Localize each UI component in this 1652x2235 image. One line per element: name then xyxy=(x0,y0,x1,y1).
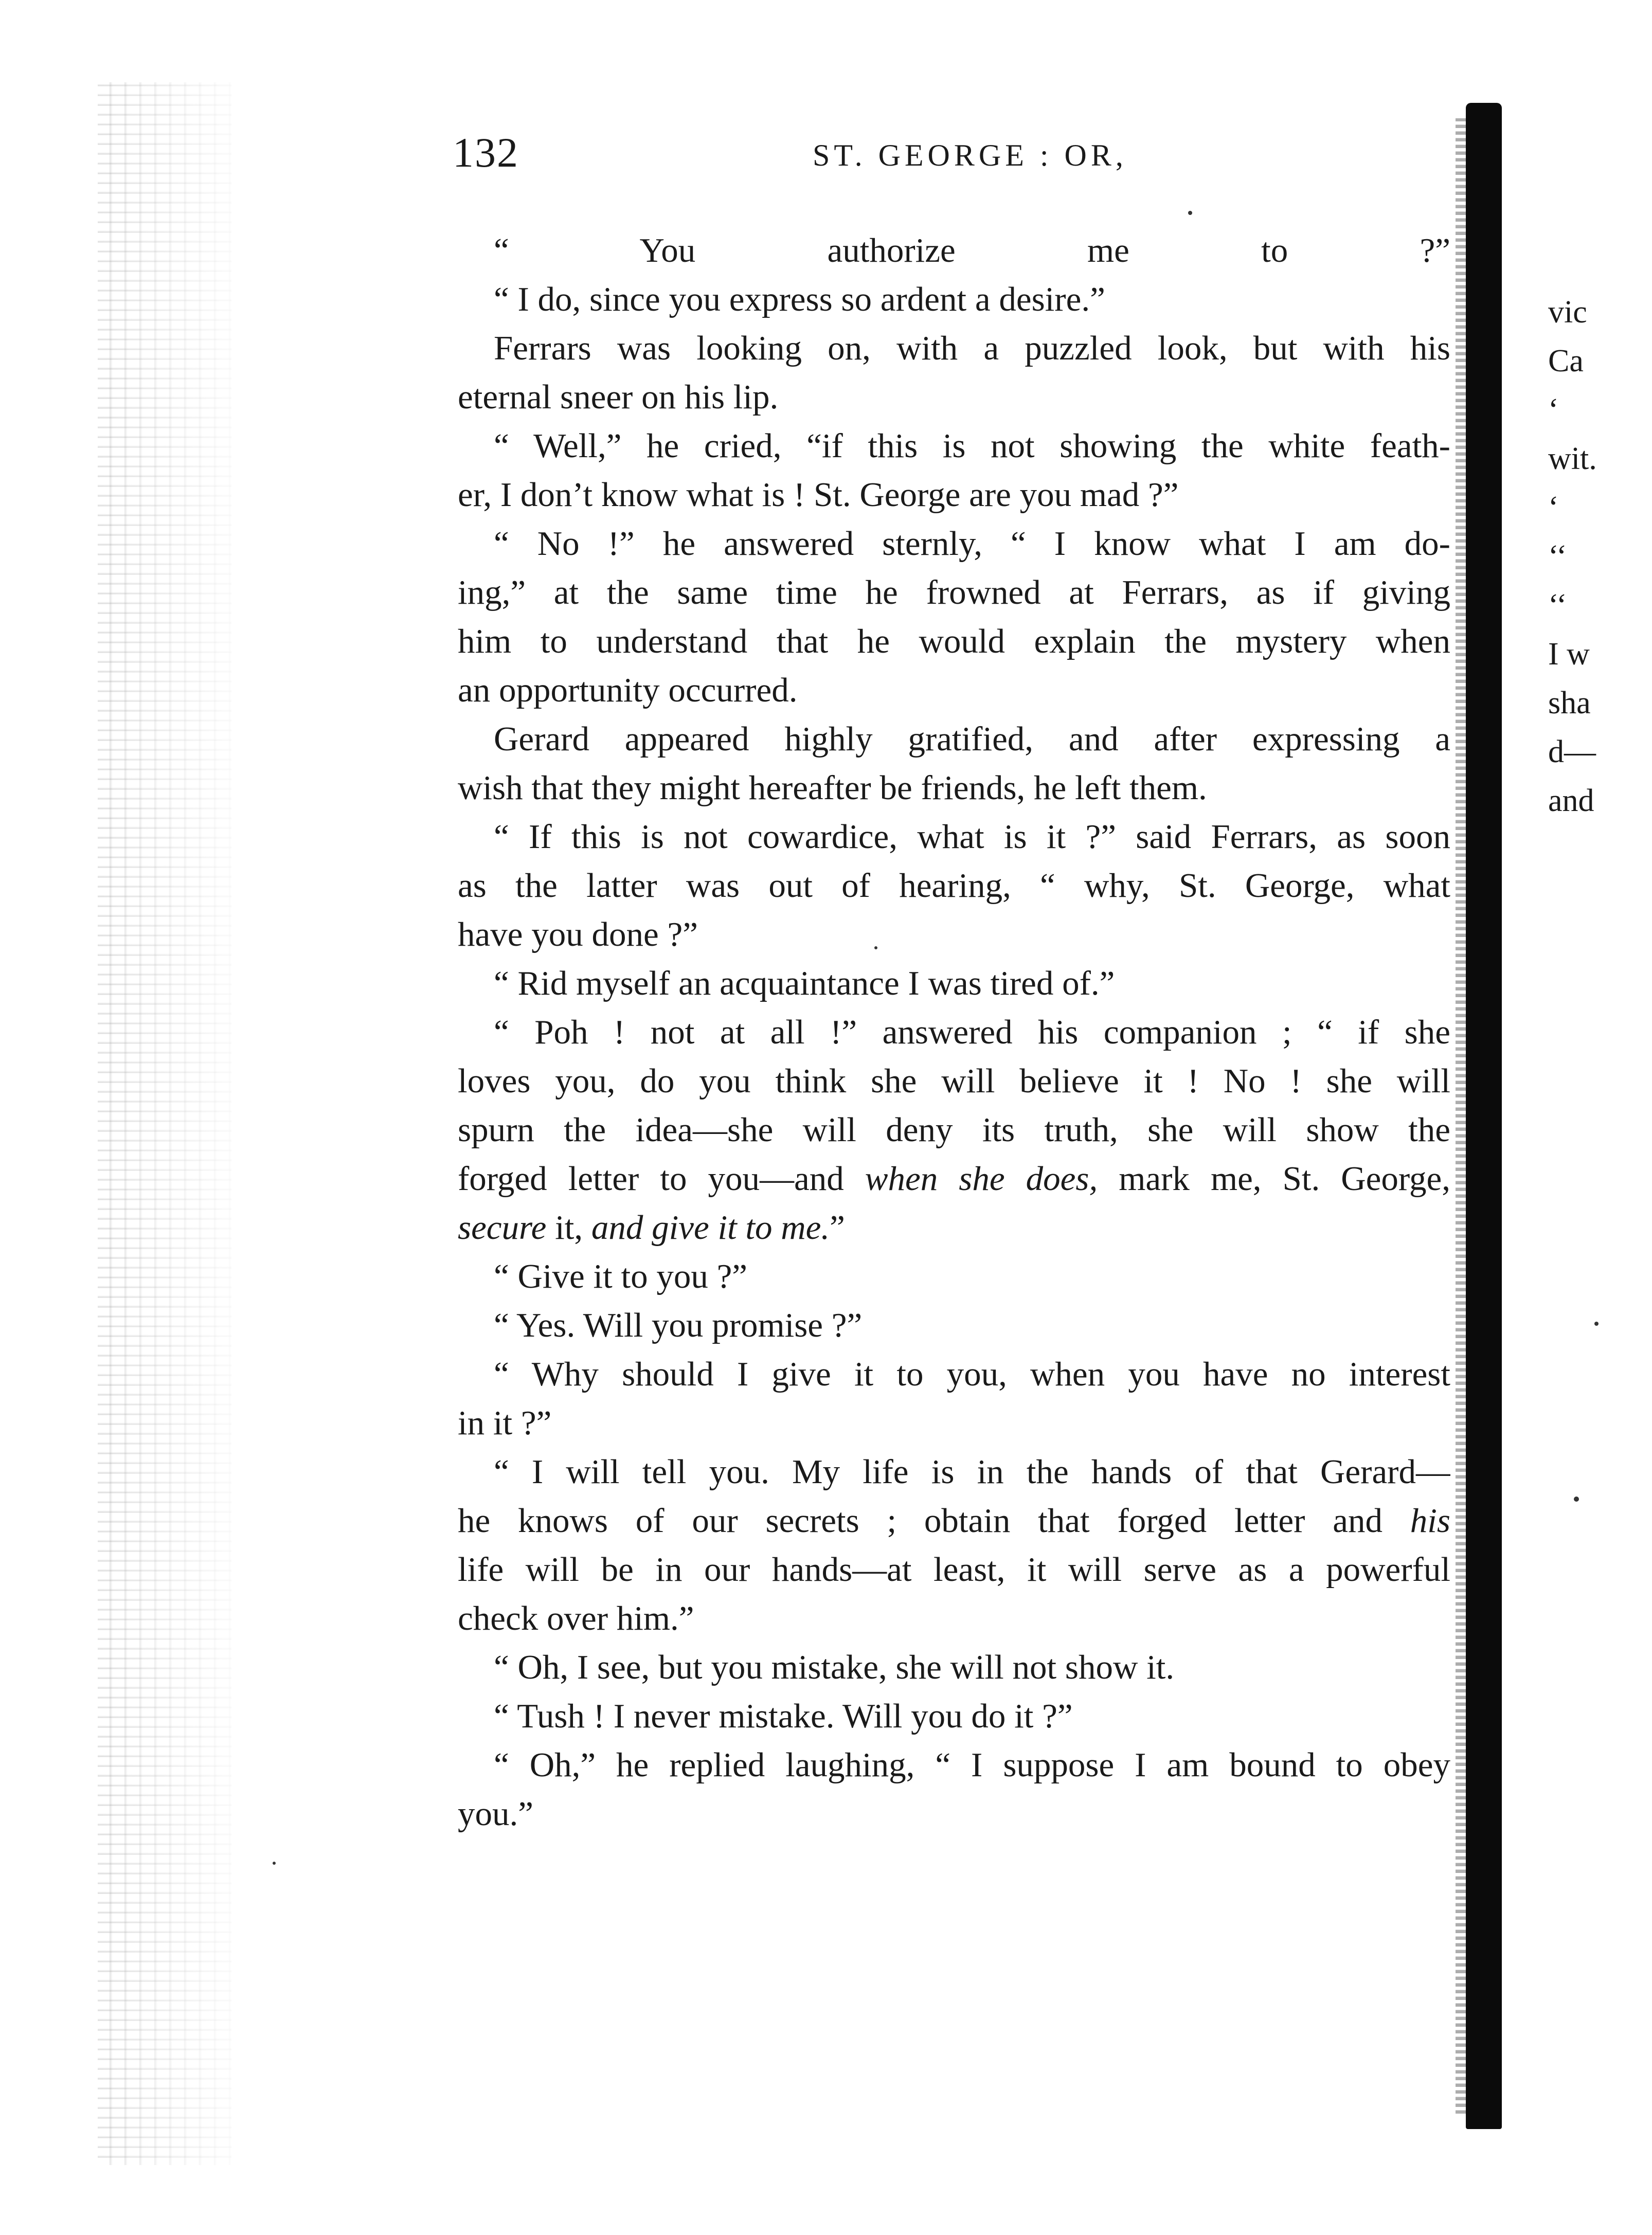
facing-fragment: ‘ xyxy=(1548,392,1559,427)
text-line: Ferrars was looking on, with a puzzled look, but with his xyxy=(494,329,1450,367)
text-line: ing,” at the same time he frowned at Ferrars, as if giving xyxy=(458,573,1450,611)
text-line: forged letter to you—and when she does, mark me, St. George, xyxy=(458,1160,1450,1198)
italic-text: and give it to me. xyxy=(583,1209,830,1247)
facing-fragment: ‘ xyxy=(1548,490,1559,525)
text-line: have you done ?” xyxy=(458,915,698,953)
facing-fragment: d— xyxy=(1548,734,1596,769)
text-line: in it ?” xyxy=(458,1404,552,1442)
facing-fragment: ‘‘ xyxy=(1548,539,1567,574)
text-line: loves you, do you think she will believe it ! No ! she will xyxy=(458,1062,1450,1100)
binding-scan-noise xyxy=(98,82,231,2165)
text-line: you.” xyxy=(458,1795,533,1833)
facing-fragment: Ca xyxy=(1548,344,1584,378)
italic-text: secure xyxy=(458,1209,547,1247)
text-line: spurn the idea—she will deny its truth, she will show the xyxy=(458,1111,1450,1149)
text-line: “ Yes. Will you promise ?” xyxy=(494,1306,863,1344)
running-head xyxy=(453,129,1461,190)
text-body xyxy=(458,226,1450,1839)
text-line: he knows of our secrets ; obtain that forged letter and his xyxy=(458,1502,1450,1540)
text-line: an opportunity occurred. xyxy=(458,671,798,709)
text-line: eternal sneer on his lip. xyxy=(458,378,779,416)
text-line: life will be in our hands—at least, it will serve as a powerful xyxy=(458,1551,1450,1589)
text-line: “ Oh, I see, but you mistake, she will not show it. xyxy=(494,1648,1175,1686)
text-line: “ If this is not cowardice, what is it ?” said Ferrars, as soon xyxy=(494,818,1450,856)
facing-fragment: ‘‘ xyxy=(1548,588,1567,623)
running-title: ST. GEORGE : OR, xyxy=(813,138,1127,172)
scan-speck xyxy=(1188,211,1192,215)
text-line: “ I do, since you express so ardent a desire.” xyxy=(494,280,1105,318)
text-line: check over him.” xyxy=(458,1599,694,1637)
text-line: “ Give it to you ?” xyxy=(494,1257,748,1295)
text-line: secure it, and give it to me.” xyxy=(458,1209,845,1247)
text-line: “ I will tell you. My life is in the hands of that Gerard— xyxy=(494,1453,1450,1491)
text-line: “ Why should I give it to you, when you have no interest xyxy=(494,1355,1450,1393)
italic-text: his xyxy=(1382,1502,1450,1540)
text-line: wish that they might hereafter be friends, he left them. xyxy=(458,769,1207,807)
text-line: “ Poh ! not at all !” answered his companion ; “ if she xyxy=(494,1013,1450,1051)
facing-fragment: vic xyxy=(1548,295,1587,330)
text-line: “ Well,” he cried, “if this is not showing the white feath- xyxy=(494,427,1450,465)
scan-speck xyxy=(273,1862,276,1865)
text-line: er, I don’t know what is ! St. George are you mad ?” xyxy=(458,476,1179,514)
text-line: “ Oh,” he replied laughing, “ I suppose I am bound to obey xyxy=(494,1746,1450,1784)
scan-speck xyxy=(874,946,877,949)
facing-page-fragments xyxy=(1548,288,1651,825)
facing-fragment: sha xyxy=(1548,686,1591,720)
facing-fragment: and xyxy=(1548,783,1594,818)
text-line: “ Rid myself an acquaintance I was tired of.” xyxy=(494,964,1115,1002)
text-line: Gerard appeared highly gratified, and after expressing a xyxy=(494,720,1450,758)
italic-text: when she does, xyxy=(843,1160,1098,1198)
gutter-bar xyxy=(1466,103,1502,2129)
text-line: “ You authorize me to ?” xyxy=(494,231,1450,269)
text-line: “ No !” he answered sternly, “ I know what I am do- xyxy=(494,525,1450,563)
facing-fragment: I w xyxy=(1548,637,1590,672)
text-line: him to understand that he would explain the mystery when xyxy=(458,622,1450,660)
scan-speck xyxy=(1594,1322,1599,1326)
scan-speck xyxy=(1574,1497,1579,1502)
text-line: as the latter was out of hearing, “ why, St. George, what xyxy=(458,867,1450,905)
text-line: “ Tush ! I never mistake. Will you do it ?” xyxy=(494,1697,1073,1735)
facing-fragment: wit. xyxy=(1548,441,1597,476)
page-number: 132 xyxy=(453,129,519,176)
